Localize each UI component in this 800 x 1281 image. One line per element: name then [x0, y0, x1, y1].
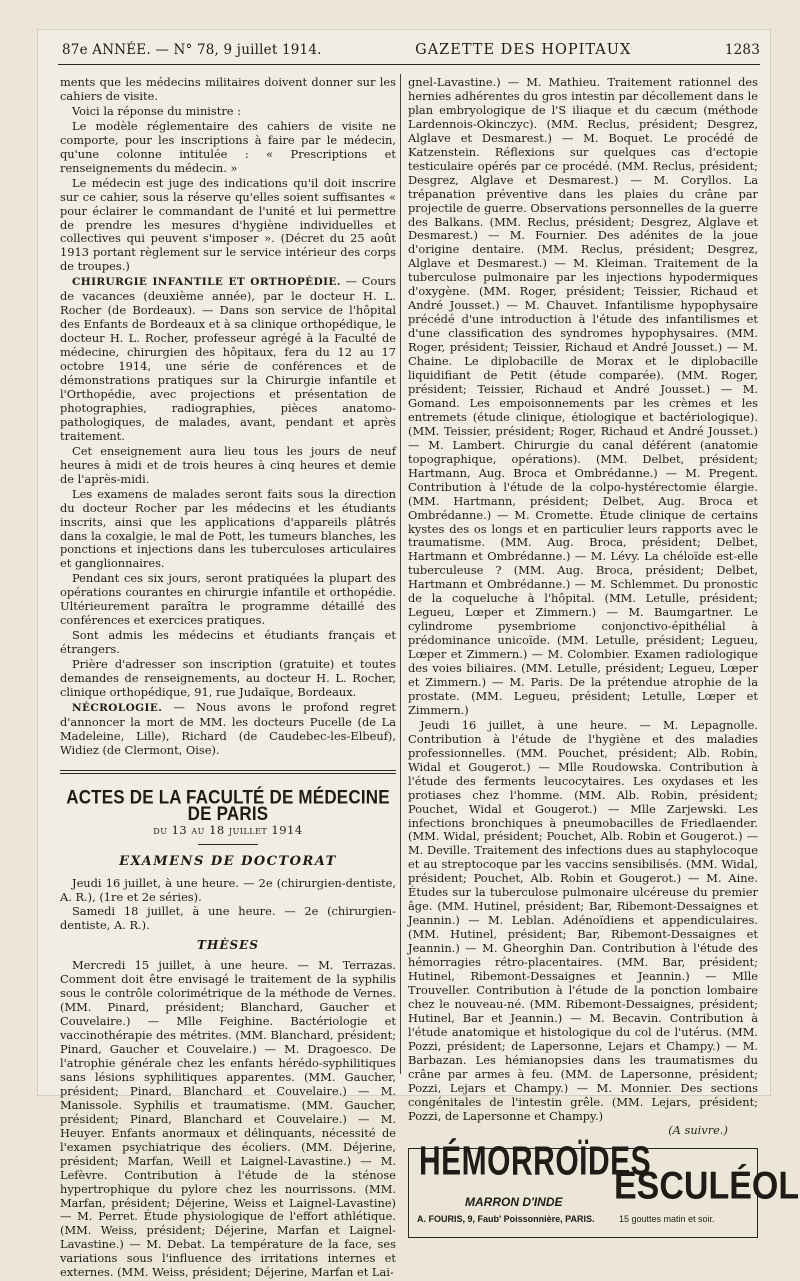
header-rule [58, 64, 760, 65]
paragraph: Jeudi 16 juillet, à une heure. — 2e (chirurgien-dentiste, A. R.), (1re et 2e séries). [60, 875, 396, 904]
left-column [60, 76, 396, 1281]
issue-info: 87e ANNÉE. — N° 78, 9 juillet 1914. [62, 42, 322, 58]
paragraph [60, 275, 396, 443]
news-body: — Nous avons le profond regret d'annoncer la mort de MM. les docteurs Pucelle (de La Madeleine, Lille), Richard (de Caudebec-les-Elbeuf), Widiez (de Clermont, Oise). [60, 699, 396, 757]
paragraph: gnel-Lavastine.) — M. Mathieu. Traitement rationnel des hernies adhérentes du gros intestin par décollement dans le plan embryologique de l'S iliaque et du cæcum (méthode Lardennois-Okinczyc). (MM. Reclus, président; Desgrez, Alglave et Desmarest.) — M. Boquet. Le procédé de Katzenstein. Réflexions sur quelques cas d'ectopie testiculaire opérés par ce procédé. (MM. Reclus, président; Desgrez, Alglave et Desmarest.) — M. Coryllos. La trépanation préventive dans les plaies du crâne par projectile de guerre. Observations personnelles de la guerre des Balkans. (MM. Reclus, président; Desgrez, Alglave et Desmarest.) — M. Fournier. Des adénites de la joue d'origine dentaire. (MM. Reclus, président; Desgrez, Alglave et Desmarest.) — M. Kleiman. Traitement de la tuberculose pulmonaire par les injections hypodermiques d'oxygène. (MM. Roger, président; Teissier, Richaud et André Jousset.) — M. Chauvet. Infantilisme hypophysaire précédé d'une introduction à l'étude des infantilismes et d'une classification des syndromes hypophysaires. (MM. Roger, président; Teissier, Richaud et André Jousset.) — M. Chaine. Le diplobacille de Morax et le diplobacille liquidifiant de Petit (étude comparée). (MM. Roger, président; Teissier, Richaud et André Jousset.) — M. Gomand. Les empoisonnements par les crèmes et les entremets (étude clinique, étiologique et bactériologique). (MM. Teissier, président; Roger, Richaud et André Jousset.) — M. Lambert. Chirurgie du canal déférent (anatomie topographique, opérations). (MM. Delbet, président; Hartmann, Aug. Broca et Ombrédanne.) — M. Pregent. Contribution à l'étude de la colpo-hystérectomie élargie. (MM. Hartmann, président; Delbet, Aug. Broca et Ombrédanne.) — M. Cromette. Étude clinique de certains kystes des os longs et en particulier leurs rapports avec le traumatisme. (MM. Aug. Broca, président; Delbet, Hartmann et Ombrédanne.) — M. Lévy. La chéloïde est-elle tuberculeuse ? (MM. Aug. Broca, président; Delbet, Hartmann et Ombrédanne.) — M. Schlemmet. Du pronostic de la coqueluche à l'hôpital. (MM. Letulle, président; Legueu, Lœper et Zimmern.) — M. Baumgartner. Le cylindrome pysembriome conjonctivo-épithélial à prédominance unicoïde. (MM. Letulle, président; Legueu, Lœper et Zimmern.) — M. Colombier. Examen radiologique des voies biliaires. (MM. Letulle, président; Legueu, Lœper et Zimmern.) — M. Paris. De la prétendue atrophie de la prostate. (MM. Legueu, président; Letulle, Lœper et Zimmern.) [408, 75, 758, 717]
page-number: 1283 [724, 42, 760, 58]
paragraph: Prière d'adresser son inscription (gratuite) et toutes demandes de renseignements, au docteur H. L. Rocher, clinique orthopédique, 91, rue Judaïque, Bordeaux. [60, 657, 396, 699]
paragraph: ments que les médecins militaires doivent donner sur les cahiers de visite. [60, 75, 396, 103]
paragraph: Jeudi 16 juillet, à une heure. — M. Lepagnolle. Contribution à l'étude de l'hygiène et des maladies professionnelles. (MM. Pouchet, président; Alb. Robin, Widal et Gougerot.) — Mlle Roudowska. Contribution à l'étude des ferments leucocytaires. Les oxydases et les protiases chez l'homme. (MM. Alb. Robin, président; Pouchet, Widal et Gougerot.) — Mlle Zarjewski. Les infections bronchiques à pneumobacilles de Friedlaender. (MM. Widal, président; Pouchet, Alb. Robin et Gougerot.) — M. Deville. Traitement des infections dues au staphylocoque et au streptocoque par les vaccins sensibilisés. (MM. Widal, président; Pouchet, Alb. Robin et Gougerot.) — M. Aine. Études sur la tuberculose pulmonaire ulcéreuse du premier âge. (MM. Hutinel, président; Bar, Ribemont-Dessaignes et Jeannin.) — M. Leblan. Adénoïdiens et appendiculaires. (MM. Hutinel, président; Bar, Ribemont-Dessaignes et Jeannin.) — M. Gheorghin Dan. Contribution à l'étude des hémorragies rétro-placentaires. (MM. Bar, président; Hutinel, Ribemont-Dessaignes et Jeannin.) — Mlle Trouveller. Contribution à l'étude de la ponction lombaire chez le nouveau-né. (MM. Ribemont-Dessaignes, président; Hutinel, Bar et Jeannin.) — M. Becavin. Contribution à l'étude anatomique et histologique du col de l'utérus. (MM. Pozzi, président; de Lapersonne, Lejars et Champy.) — M. Barbazan. Les hémianopsies dans les traumatismes du crâne par armes à feu. (MM. de Lapersonne, président; Pozzi, Lejars et Champy.) — M. Monnier. Des sections congénitales de l'intestin grêle. (MM. Lejars, président; Pozzi, de Lapersonne et Champy.) [408, 717, 758, 1123]
right-column [408, 75, 800, 1238]
paragraph: Voici la réponse du ministre : [72, 103, 241, 118]
paragraph: Samedi 18 juillet, à une heure. — 2e (chirurgien-dentiste, A. R.). [60, 904, 396, 933]
exams-heading: EXAMENS DE DOCTORAT [119, 853, 337, 869]
paragraph: Le médecin est juge des indications qu'il doit inscrire sur ce cahier, sous la réserve qu'elles soient suffisantes « pour éclairer le commandant de l'unité et lui permettre de prendre les mesures d'hygiène individuelles et collectives qui peuvent s'imposer ». (Décret du 25 août 1913 portant règlement sur le service intérieur des corps de troupes.) [60, 175, 396, 274]
section-dates: du 13 au 18 juillet 1914 [153, 822, 303, 837]
ad-subtitle: MARRON D'INDE [465, 1195, 563, 1210]
journal-title: GAZETTE DES HOPITAUX [415, 42, 632, 58]
news-heading: CHIRURGIE INFANTILE ET ORTHOPÉDIE. [72, 276, 341, 289]
paragraph: Le modèle réglementaire des cahiers de visite ne comporte, pour les inscriptions à faire par le médecin, qu'une colonne intitulée : « Prescriptions et renseignements du médecin. » [60, 118, 396, 175]
advertisement [408, 1139, 800, 1238]
ad-address: A. FOURIS, 9, Faub' Poissonnière, PARIS. [417, 1214, 595, 1225]
section-title: ACTES DE LA FACULTÉ DE MÉDECINE DE PARIS [66, 786, 390, 825]
paragraph: Cet enseignement aura lieu tous les jours de neuf heures à midi et de trois heures à cinq heures et demie de l'après-midi. [60, 443, 396, 486]
theses-heading: THÈSES [197, 938, 259, 953]
ad-dosage: 15 gouttes matin et soir. [619, 1214, 715, 1225]
short-rule [198, 844, 258, 845]
ad-title: HÉMORROÏDES [419, 1139, 652, 1185]
paragraph: Mercredi 15 juillet, à une heure. — M. Terrazas. Comment doit être envisagé le traitement de la syphilis sous le contrôle colorimétrique de la méthode de Vernes. (MM. Pinard, président; Blanchard, Gaucher et Couvelaire.) — Mlle Feighine. Bactériologie et vaccinothérapie des métrites. (MM. Blanchard, président; Pinard, Gaucher et Couvelaire.) — M. Dragoesco. De l'atrophie générale chez les enfants hérédo-syphilitiques sans lésions syphilitiques apparentes. (MM. Gaucher, président; Pinard, Blanchard et Couvelaire.) — M. Manissole. Syphilis et traumatisme. (MM. Gaucher, président; Pinard, Blanchard et Couvelaire.) — M. Heuyer. Enfants anormaux et délinquants, nécessité de l'examen psychiatrique des écoliers. (MM. Déjerine, président; Marfan, Weill et Laignel-Lavastine.) — M. Lefèvre. Contribution à l'étude de la sténose hypertrophique du pylore chez les nourrissons. (MM. Marfan, président; Déjerine, Weiss et Laignel-Lavastine) — M. Perret. Étude physiologique de l'effort athlétique. (MM. Weiss, président; Déjerine, Marfan et Laignel-Lavastine.) — M. Debat. La température de la face, ses variations sous l'influence des irritations internes et externes. (MM. Weiss, président; Déjerine, Marfan et Lai- [60, 958, 396, 1280]
column-divider [400, 74, 401, 1074]
ad-brand: ESCULÉOL [614, 1164, 800, 1209]
page-header [62, 38, 760, 62]
section-rule [60, 770, 396, 774]
paragraph: Les examens de malades seront faits sous la direction du docteur Rocher par les médecins et les étudiants inscrits, ainsi que les applications d'appareils plâtrés dans la coxalgie, le mal de Pott, les tumeurs blanches, les ponctions et injections dans les tuberculoses articulaires et ganglionnaires. [60, 486, 396, 571]
paragraph: Pendant ces six jours, seront pratiquées la plupart des opérations courantes en chirurgie infantile et orthopédie. Ultérieurement paraîtra le programme détaillé des conférences et exercices pratiques. [60, 571, 396, 628]
paragraph [60, 701, 396, 758]
suivre-label: (A suivre.) [668, 1123, 728, 1138]
news-heading: NÉCROLOGIE. [72, 701, 163, 714]
news-body: — Cours de vacances (deuxième année), par le docteur H. L. Rocher (de Bordeaux). — Dans son service de l'hôpital des Enfants de Bordeaux et à sa clinique orthopédique, le docteur H. L. Rocher, professeur agrégé à la Faculté de médecine, chirurgien des hôpitaux, fera du 12 au 17 octobre 1914, une série de conférences et de démonstrations pratiques sur la Chirurgie infantile et l'Orthopédie, avec projections et présentation de photographies, radiographies, pièces anatomo-pathologiques, de malades, avant, pendant et après traitement. [60, 274, 396, 443]
paragraph: Sont admis les médecins et étudiants français et étrangers. [60, 628, 396, 657]
